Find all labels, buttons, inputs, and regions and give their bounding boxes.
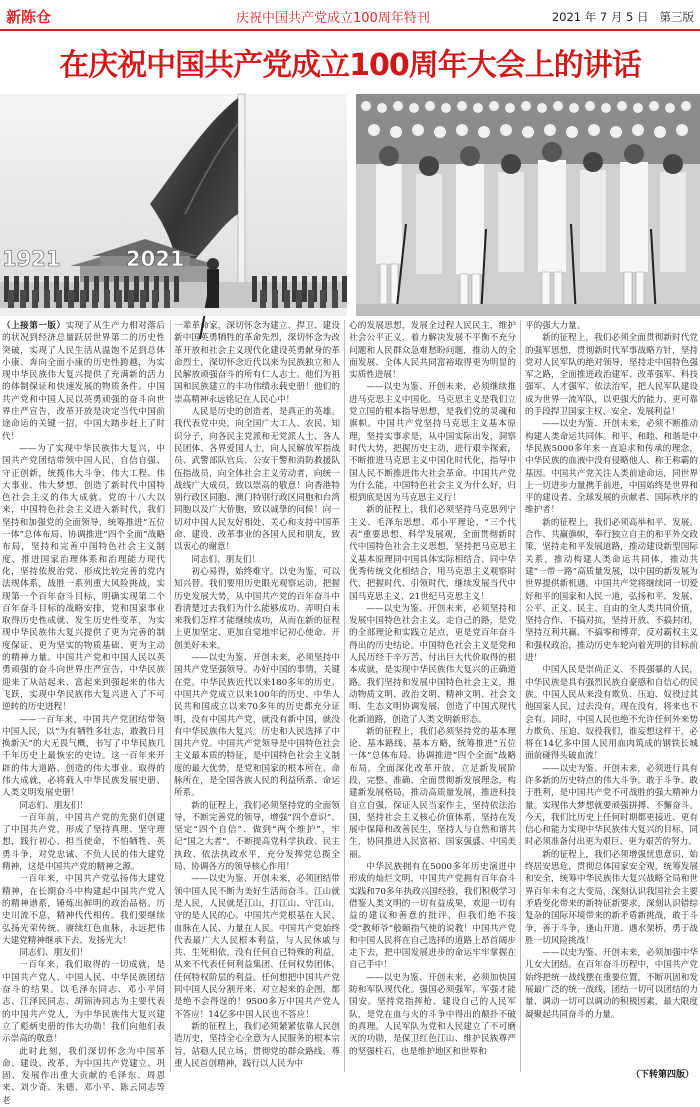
paragraph-text: 实现了从生产力相对落后的状况到经济总量跃居世界第二的历史性突破，实现了人民生活从温饱不足到总体小康、奔向全面小康的历史性跨越，为实现中华民族伟大复兴提供了充满新的活力的体制保证和快速发展的物质条件。中国共产党和中国人民以英勇顽强的奋斗向世界庄严宣告，改革开放是决定当代中国前途命运的关键一招，中国大踏步赶上了时代！ bbox=[2, 321, 165, 442]
paragraph: 同志们、朋友们！ bbox=[19, 948, 88, 959]
newspaper-name: 新陈仓 bbox=[6, 8, 52, 26]
page-number: 第三版 bbox=[659, 10, 694, 24]
paragraph: ——以史为鉴、开创未来，必须坚持中国共产党坚强领导。办好中国的事情，关键在党。中华民族近代以来180多年的历史、中国共产党成立以来100年的历史、中华人民共和国成立以来70多年的历史都充分证明，没有中国共产党，就没有新中国，就没有中华民族伟大复兴。历史和人民选择了中国共产党。中国共产党领导是中国特色社会主义最本质的特征，是中国特色社会主义制度的最大优势，是党和国家的根本所在、命脉所在，是全国各族人民的利益所系、命运所系。 bbox=[174, 653, 340, 799]
paragraph bbox=[2, 320, 165, 443]
paragraph: ——为了实现中华民族伟大复兴，中国共产党团结带领中国人民，自信自强、守正创新，统揽伟大斗争、伟大工程、伟大事业、伟大梦想，创造了新时代中国特色社会主义的伟大成就。党的十八大以来，中国特色社会主义进入新时代，我们坚持和加强党的全面领导，统筹推进“五位一体”总体布局、协调推进“四个全面”战略布局，坚持和完善中国特色社会主义制度、推进国家治理体系和治理能力现代化，坚持依规治党、形成比较完善的党内法规体系，战胜一系列重大风险挑战，实现第一个百年奋斗目标，明确实现第二个百年奋斗目标的战略安排，党和国家事业取得历史性成就、发生历史性变革，为实现中华民族伟大复兴提供了更为完善的制度保证、更为坚实的物质基础、更为主动的精神力量。中国共产党和中国人民以英勇顽强的奋斗向世界庄严宣告，中华民族迎来了从站起来、富起来到强起来的伟大飞跃，实现中华民族伟大复兴进入了不可逆转的历史进程！ bbox=[2, 443, 165, 713]
article-column-4 bbox=[525, 320, 698, 1072]
year-1921: 1921 bbox=[2, 247, 61, 271]
continued-from-note: （上接第一版） bbox=[2, 321, 66, 331]
paragraph: 新的征程上，我们必须紧紧依靠人民创造历史，坚持全心全意为人民服务的根本宗旨，站稳人民立场，贯彻党的群众路线，尊重人民首创精神，践行以人民为中 bbox=[174, 1021, 340, 1069]
paragraph: ——以史为鉴、开创未来，必须团结带领中国人民不断为美好生活而奋斗。江山就是人民，人民就是江山，打江山、守江山，守的是人民的心。中国共产党根基在人民、血脉在人民、力量在人民。中国共产党始终代表最广大人民根本利益，与人民休戚与共、生死相依，没有任何自己特殊的利益，从来不代表任何利益集团、任何权势团体、任何特权阶层的利益。任何想把中国共产党同中国人民分割开来、对立起来的企图，都是绝不会得逞的！9500多万中国共产党人不答应！14亿多中国人民也不答应！ bbox=[174, 874, 340, 1020]
paragraph: ——以史为鉴、开创未来，必须坚持和发展中国特色社会主义。走自己的路，是党的全部理论和实践立足点，更是党百年奋斗得出的历史结论。中国特色社会主义是党和人民历经千辛万苦、付出巨大代价取得的根本成就，是实现中华民族伟大复兴的正确道路。我们坚持和发展中国特色社会主义，推动物质文明、政治文明、精神文明、社会文明、生态文明协调发展，创造了中国式现代化新道路，创造了人类文明新形态。 bbox=[349, 603, 516, 725]
paragraph: 同志们、朋友们！ bbox=[191, 554, 260, 565]
issue-date-page bbox=[552, 9, 694, 25]
page-header bbox=[0, 0, 700, 30]
paragraph: 同志们、朋友们！ bbox=[19, 800, 88, 811]
paragraph: 新的征程上，我们必须坚持党的全面领导，不断完善党的领导，增强“四个意识”、坚定“四个自信”、做到“两个维护”，牢记“国之大者”，不断提高党科学执政、民主执政、依法执政水平，充分发挥党总揽全局、协调各方的领导核心作用！ bbox=[174, 800, 340, 873]
paragraph: ——以史为鉴、开创未来，必须进行具有许多新的历史特点的伟大斗争。敢于斗争、敢于胜利，是中国共产党不可战胜的强大精神力量。实现伟大梦想就要顽强拼搏、不懈奋斗。今天，我们比历史上任何时期都更接近、更有信心和能力实现中华民族伟大复兴的目标，同时必须准备付出更为艰巨、更为艰苦的努力。 bbox=[525, 763, 698, 848]
paragraph: 心的发展思想，发展全过程人民民主，维护社会公平正义，着力解决发展不平衡不充分问题和人民群众急难愁盼问题，推动人的全面发展、全体人民共同富裕取得更为明显的实质性进展！ bbox=[349, 321, 516, 381]
paragraph: 新的征程上，我们必须增强忧患意识、始终居安思危，贯彻总体国家安全观，统筹发展和安全，统筹中华民族伟大复兴战略全局和世界百年未有之大变局，深刻认识我国社会主要矛盾变化带来的新特征新要求，深刻认识错综复杂的国际环境带来的新矛盾新挑战，敢于斗争，善于斗争，逢山开道、遇水架桥，勇于战胜一切风险挑战！ bbox=[525, 849, 698, 946]
paragraph: 一百年来，中国共产党弘扬伟大建党精神，在长期奋斗中构建起中国共产党人的精神谱系，锤炼出鲜明的政治品格。历史川流不息，精神代代相传。我们要继续弘扬光荣传统、赓续红色血脉，永远把伟大建党精神继承下去、发扬光大！ bbox=[2, 874, 165, 946]
issue-date: 2021 年 7 月 5 日 bbox=[551, 10, 649, 24]
paragraph: ——以史为鉴、开创未来，必须加快国防和军队现代化。强国必须强军，军强才能国安。坚持党指挥枪、建设自己的人民军队，是党在血与火的斗争中得出的颠扑不破的真理。人民军队为党和人民建立了不可磨灭的功勋，是保卫红色江山、维护民族尊严的坚强柱石，也是维护地区和世界和 bbox=[349, 972, 516, 1057]
paragraph: 一辈革命家，深切怀念为建立、捍卫、建设新中国英勇牺牲的革命先烈，深切怀念为改革开放和社会主义现代化建设英勇献身的革命烈士，深切怀念近代以来为民族独立和人民解放顽强奋斗的所有仁人志士。他们为祖国和民族建立的丰功伟绩永载史册！他们的崇高精神永远铭记在人民心中！ bbox=[174, 321, 340, 405]
paragraph: ——以史为鉴、开创未来，必须不断推动构建人类命运共同体。和平、和睦、和谐是中华民族5000多年来一直追求和传承的理念，中华民族的血液中没有侵略他人、称王称霸的基因。中国共产党关注人类前途命运，同世界上一切进步力量携手前进，中国始终是世界和平的建设者、全球发展的贡献者、国际秩序的维护者！ bbox=[525, 419, 698, 516]
header-rule bbox=[0, 29, 700, 31]
paragraph: ——以史为鉴、开创未来，必须继续推进马克思主义中国化。马克思主义是我们立党立国的根本指导思想，是我们党的灵魂和旗帜。中国共产党坚持马克思主义基本原理，坚持实事求是，从中国实际出发，洞察时代大势，把握历史主动，进行艰辛探索，不断推进马克思主义中国化时代化，指导中国人民不断推进伟大社会革命。中国共产党为什么能，中国特色社会主义为什么好，归根到底是因为马克思主义行！ bbox=[349, 382, 516, 504]
paragraph: 新的征程上，我们必须坚持党的基本理论、基本路线、基本方略，统筹推进“五位一体”总体布局、协调推进“四个全面”战略布局，全面深化改革开放，立足新发展阶段，完整、准确、全面贯彻新发展理念，构建新发展格局，推动高质量发展，推进科技自立自强，保证人民当家作主，坚持依法治国，坚持社会主义核心价值体系，坚持在发展中保障和改善民生，坚持人与自然和谐共生，协同推进人民富裕、国家强盛、中国美丽。 bbox=[349, 726, 516, 860]
flag-ceremony-photo bbox=[0, 94, 347, 316]
paragraph: 平的强大力量。 bbox=[525, 321, 586, 331]
paragraph: 新的征程上，我们必须全面贯彻新时代党的强军思想，贯彻新时代军事战略方针，坚持党对人民军队的绝对领导，坚持走中国特色强军之路，全面推进政治建军、改革强军、科技强军、人才强军、依法治军，把人民军队建设成为世界一流军队，以更强大的能力、更可靠的手段捍卫国家主权、安全、发展利益！ bbox=[525, 333, 698, 418]
paragraph: 中华民族拥有在5000多年历史演进中形成的灿烂文明，中国共产党拥有百年奋斗实践和70多年执政兴国经验，我们积极学习借鉴人类文明的一切有益成果，欢迎一切有益的建议和善意的批评，但我们绝不接受“教师爷”般颐指气使的说教！中国共产党和中国人民将在自己选择的道路上昂首阔步走下去，把中国发展进步的命运牢牢掌握在自己手中！ bbox=[349, 862, 516, 971]
article-column-3 bbox=[349, 320, 516, 1072]
paragraph: 中国人民是崇尚正义、不畏强暴的人民，中华民族是具有强烈民族自豪感和自信心的民族。中国人民从来没有欺负、压迫、奴役过其他国家人民，过去没有，现在没有，将来也不会有。同时，中国人民也绝不允许任何外来势力欺负、压迫、奴役我们，谁妄想这样干，必将在14亿多中国人民用血肉筑成的钢铁长城面前碰得头破血流！ bbox=[525, 665, 698, 762]
headline: 在庆祝中国共产党成立100周年大会上的讲话 bbox=[59, 48, 641, 83]
paragraph: 一百年来，我们取得的一切成就，是中国共产党人、中国人民、中华民族团结奋斗的结果。以毛泽东同志、邓小平同志、江泽民同志、胡锦涛同志为主要代表的中国共产党人，为中华民族伟大复兴建立了彪炳史册的伟大功勋！我们向他们表示崇高的敬意！ bbox=[2, 960, 165, 1045]
paragraph: 此时此刻，我们深切怀念为中国革命、建设、改革，为中国共产党建立、巩固、发展作出重大贡献的毛泽东、周恩来、刘少奇、朱德、邓小平、陈云同志等老 bbox=[2, 1046, 165, 1106]
paragraph: 初心易得，始终难守。以史为鉴，可以知兴替。我们要用历史眼光观察运动，把握历史发展大势，从中国共产党的百年奋斗中看清楚过去我们为什么能够成功、弄明白未来我们怎样才能继续成功，从而在新的征程上更加坚定、更加自觉地牢记初心使命、开创美好未来。 bbox=[174, 566, 340, 651]
paragraph: 人民是历史的创造者，是真正的英雄。我代表党中央，向全国广大工人、农民、知识分子，向各民主党派和无党派人士、各人民团体、各界爱国人士，向人民解放军指战员、武警部队官兵、公安干警和消防救援队伍指战员，向全体社会主义劳动者，向统一战线广大成员，致以崇高的敬意！向香港特别行政区同胞、澳门特别行政区同胞和台湾同胞以及广大侨胞，致以诚挚的问候！向一切对中国人民友好相处、关心和支持中国革命、建设、改革事业的各国人民和朋友，致以衷心的谢意！ bbox=[174, 407, 340, 553]
year-2021: 2021 bbox=[126, 247, 185, 271]
paragraph: ——一百年来，中国共产党团结带领中国人民，以“为有牺牲多壮志，敢教日月换新天”的大无畏气概，书写了中华民族几千年历史上最恢宏的史诗。这一百年来开辟的伟大道路、创造的伟大事业、取得的伟大成就，必将载入中华民族发展史册、人类文明发展史册！ bbox=[2, 714, 165, 799]
article-column-2 bbox=[174, 320, 340, 1072]
paragraph: 新的征程上，我们必须坚持马克思列宁主义、毛泽东思想、邓小平理论、“三个代表”重要思想、科学发展观，全面贯彻新时代中国特色社会主义思想，坚持把马克思主义基本原理同中国具体实际相结合、同中华优秀传统文化相结合，用马克思主义观察时代、把握时代、引领时代，继续发展当代中国马克思主义、21世纪马克思主义！ bbox=[349, 505, 516, 602]
paragraph: ——以史为鉴、开创未来，必须加强中华儿女大团结。在百年奋斗历程中，中国共产党始终把统一战线摆在重要位置，不断巩固和发展最广泛的统一战线，团结一切可以团结的力量、调动一切可以调动的积极因素，最大限度凝聚起共同奋斗的力量。 bbox=[525, 948, 698, 1020]
paragraph: 新的征程上，我们必须高举和平、发展、合作、共赢旗帜，奉行独立自主的和平外交政策，坚持走和平发展道路，推动建设新型国际关系，推动构建人类命运共同体，推动共建“一带一路”高质量发展，以中国的新发展为世界提供新机遇。中国共产党将继续同一切爱好和平的国家和人民一道，弘扬和平、发展、公平、正义、民主、自由的全人类共同价值，坚持合作、不搞对抗，坚持开放、不搞封闭，坚持互利共赢、不搞零和博弈，反对霸权主义和强权政治，推动历史车轮向着光明的目标前进！ bbox=[525, 517, 698, 664]
chorus-performance-photo bbox=[356, 94, 700, 316]
continued-on-note: （下转第四版） bbox=[630, 1070, 694, 1080]
paragraph: 一百年前，中国共产党的先驱们创建了中国共产党，形成了坚持真理、坚守理想，践行初心、担当使命，不怕牺牲、英勇斗争，对党忠诚、不负人民的伟大建党精神，这是中国共产党的精神之源。 bbox=[2, 812, 165, 873]
article-column-1 bbox=[2, 320, 165, 1106]
special-issue-title: 庆祝中国共产党成立100周年特刊 bbox=[236, 11, 430, 26]
